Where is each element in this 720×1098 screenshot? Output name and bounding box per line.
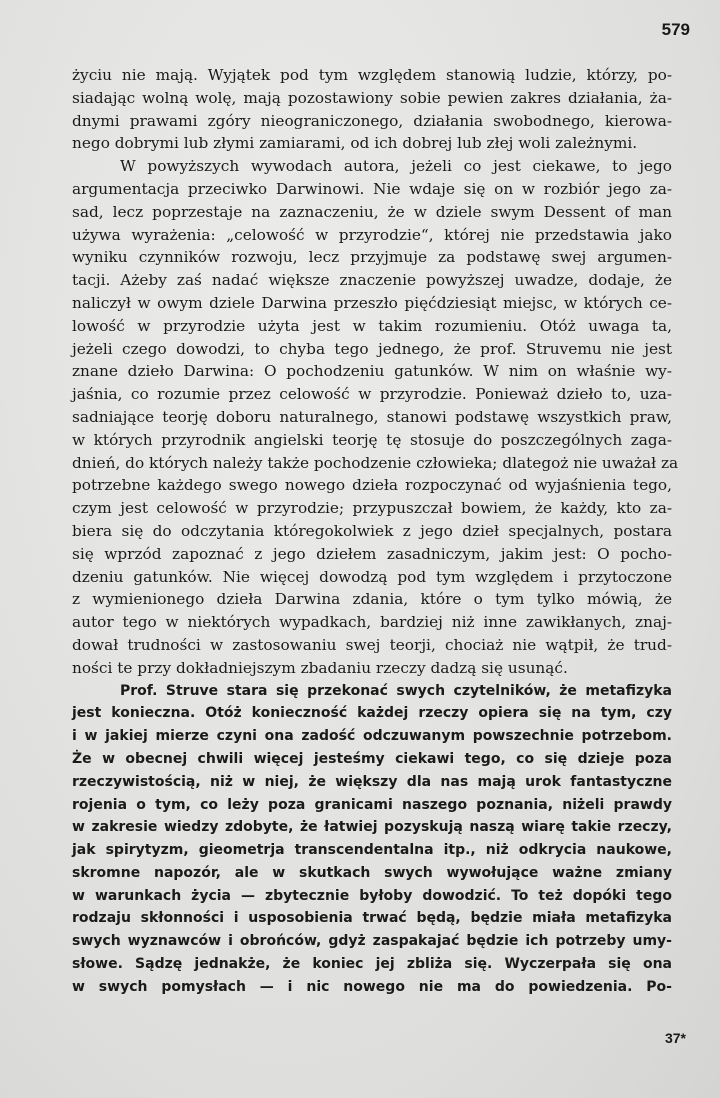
paragraph-start-line: Prof. Struve stara się przekonać swych czytelników, że metafizyka — [120, 682, 672, 699]
text-line: dnień, do których należy także pochodzenie człowieka; dlategoż nie uważał za — [72, 453, 679, 472]
text-line: nego dobrymi lub złymi zamiarami, od ich dobrej lub złej woli zależnymi. — [72, 134, 638, 153]
text-line: lowość w przyrodzie użyta jest w takim rozumieniu. Otóż uwaga ta, — [72, 316, 672, 335]
text-line: jest konieczna. Otóż konieczność każdej rzeczy opiera się na tym, czy — [72, 705, 672, 722]
text-line: jaśnia, co rozumie przez celowość w przyrodzie. Ponieważ dzieło to, uza- — [72, 385, 672, 404]
text-line: używa wyrażenia: „celowość w przyrodzie“, której nie przedstawia jako — [72, 225, 672, 244]
text-line: i w jakiej mierze czyni ona zadość odczuwanym powszechnie potrzebom. — [72, 728, 672, 745]
text-line: rzeczywistością, niż w niej, że większy dla nas mają urok fantastyczne — [72, 773, 672, 790]
text-line: słowe. Sądzę jednakże, że koniec jej zbliża się. Wyczerpała się ona — [72, 956, 672, 973]
text-line: wyniku czynników rozwoju, lecz przyjmuje za podstawę swej argumen- — [72, 248, 672, 267]
text-line: skromne napozór, ale w skutkach swych wywołujące ważne zmiany — [72, 864, 672, 881]
text-line: Że w obecnej chwili więcej jesteśmy ciekawi tego, co się dzieje poza — [72, 750, 672, 767]
text-line: tacji. Ażeby zaś nadać większe znaczenie powyższej uwadze, dodaje, że — [72, 271, 672, 290]
text-line: naliczył w owym dziele Darwina przeszło pięćdziesiąt miejsc, w których ce- — [72, 293, 672, 312]
text-line: biera się do odczytania któregokolwiek z jego dzieł specjalnych, postara — [72, 521, 672, 540]
text-line: w których przyrodnik angielski teorję tę stosuje do poszczególnych zaga- — [72, 430, 672, 449]
text-line: rodzaju skłonności i usposobienia trwać będą, będzie miała metafizyka — [72, 910, 672, 927]
text-line: w warunkach życia — zbytecznie byłoby dowodzić. To też dopóki tego — [72, 887, 672, 904]
text-line: znane dzieło Darwina: O pochodzeniu gatunków. W nim on właśnie wy- — [72, 362, 672, 381]
signature-mark: 37* — [664, 1030, 686, 1046]
text-line: życiu nie mają. Wyjątek pod tym względem stanowią ludzie, którzy, po- — [72, 66, 672, 84]
text-line: potrzebne każdego swego nowego dzieła rozpoczynać od wyjaśnienia tego, — [72, 476, 672, 495]
text-line: dzeniu gatunków. Nie więcej dowodzą pod tym względem i przytoczone — [72, 567, 672, 586]
text-line: jeżeli czego dowodzi, to chyba tego jednego, że prof. Struvemu nie jest — [72, 339, 672, 358]
text-line: swych wyznawców i obrońców, gdyż zaspakajać będzie ich potrzeby umy- — [72, 933, 672, 950]
text-line: dował trudności w zastosowaniu swej teorji, chociaż nie wątpił, że trud- — [72, 635, 672, 654]
text-line: rojenia o tym, co leży poza granicami naszego poznania, niżeli prawdy — [72, 796, 672, 813]
text-line: dnymi prawami zgóry nieograniczonego, działania swobodnego, kierowa- — [72, 111, 672, 130]
paragraph-start-line: W powyższych wywodach autora, jeżeli co jest ciekawe, to jego — [120, 157, 672, 176]
text-line: z wymienionego dzieła Darwina zdania, które o tym tylko mówią, że — [72, 590, 672, 609]
body-text — [72, 64, 679, 999]
page-number: 579 — [661, 20, 690, 39]
text-line: siadając wolną wolę, mają pozostawiony sobie pewien zakres działania, ża- — [72, 88, 672, 107]
text-line: w swych pomysłach — i nic nowego nie ma do powiedzenia. Po- — [72, 978, 672, 995]
text-line: jak spirytyzm, gieometrja transcendentalna itp., niż odkrycia naukowe, — [72, 842, 672, 859]
text-line: sad, lecz poprzestaje na zaznaczeniu, że w dziele swym Dessent of man — [72, 202, 672, 221]
text-line: czym jest celowość w przyrodzie; przypuszczał bowiem, że każdy, kto za- — [72, 499, 672, 518]
text-line: ności te przy dokładniejszym zbadaniu rzeczy dadzą się usunąć. — [72, 658, 568, 677]
text-line: autor tego w niektórych wypadkach, bardziej niż inne zawikłanych, znaj- — [72, 613, 672, 632]
text-line: sadniające teorję doboru naturalnego, stanowi podstawę wszystkich praw, — [72, 407, 672, 426]
text-line: argumentacja przeciwko Darwinowi. Nie wdaje się on w rozbiór jego za- — [72, 179, 672, 198]
text-line: w zakresie wiedzy zdobyte, że łatwiej pozyskują naszą wiarę takie rzeczy, — [72, 819, 672, 836]
text-line: się wprzód zapoznać z jego dziełem zasadniczym, jakim jest: O pocho- — [72, 544, 672, 563]
